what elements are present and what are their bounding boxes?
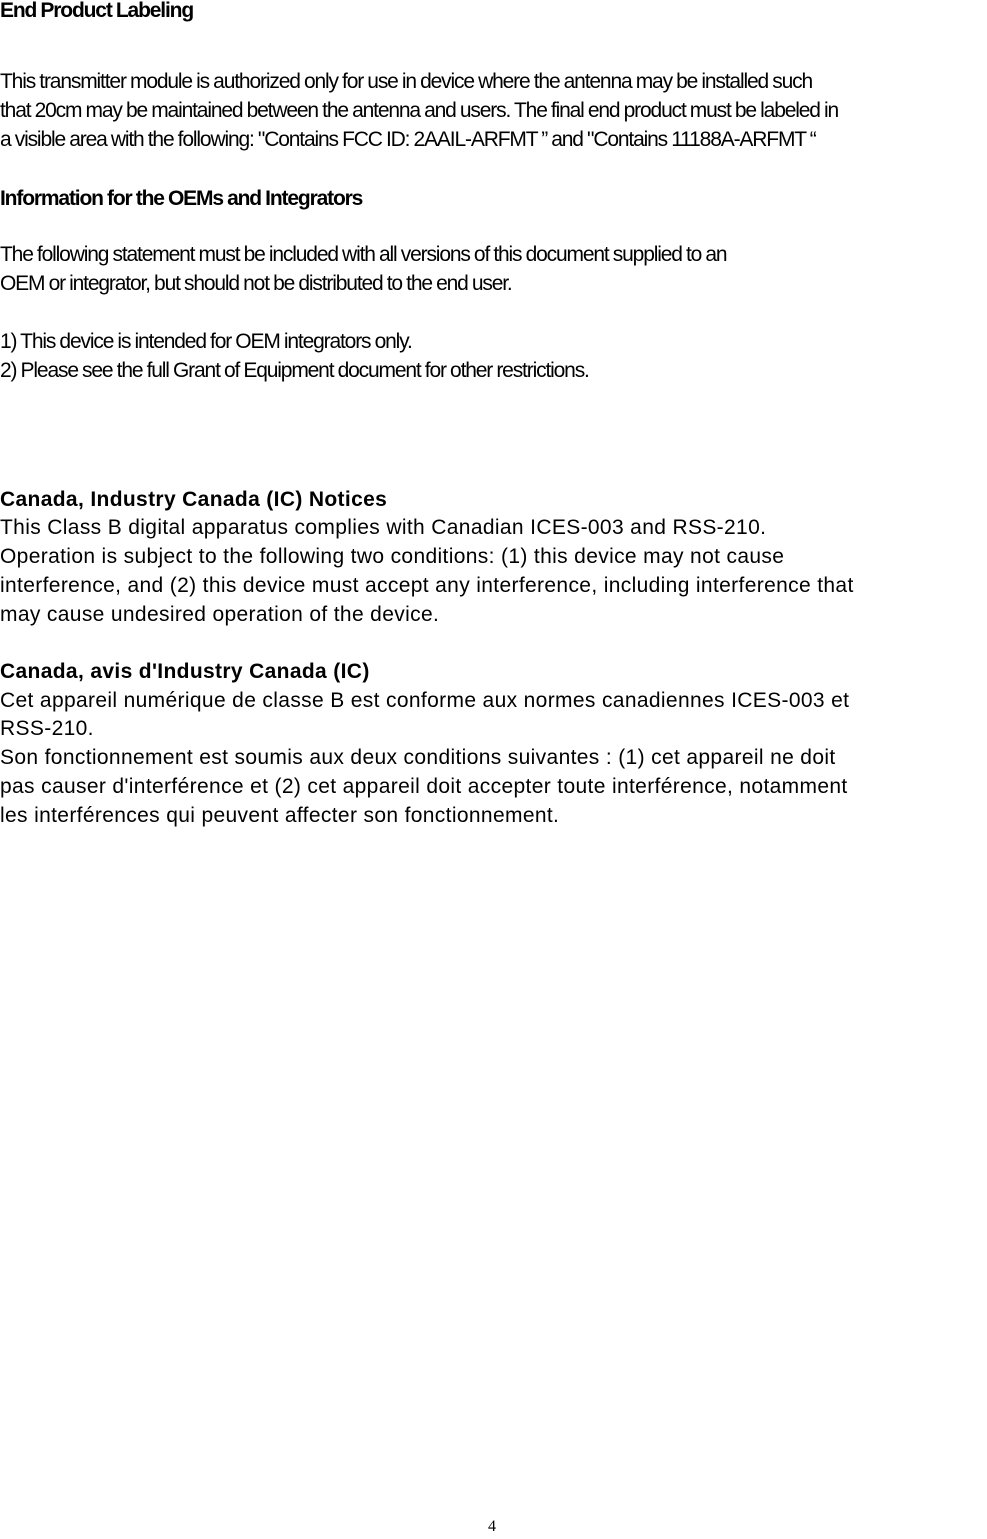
ic-avis-line-2: RSS-210. xyxy=(0,717,94,740)
ic-avis-line-1: Cet appareil numérique de classe B est conforme aux normes canadiennes ICES-003 et xyxy=(0,689,850,712)
oem-item-2: 2) Please see the full Grant of Equipment document for other restrictions. xyxy=(0,359,589,382)
ic-notices-line-1: This Class B digital apparatus complies with Canadian ICES-003 and RSS-210. xyxy=(0,516,767,539)
oem-info-heading: Information for the OEMs and Integrators xyxy=(0,187,363,210)
ic-avis-heading: Canada, avis d'Industry Canada (IC) xyxy=(0,660,370,683)
end-product-labeling-line-2: that 20cm may be maintained between the antenna and users. The final end product must be labeled in xyxy=(0,99,839,122)
ic-notices-heading: Canada, Industry Canada (IC) Notices xyxy=(0,488,388,511)
oem-statement-line-2: OEM or integrator, but should not be distributed to the end user. xyxy=(0,272,512,295)
end-product-labeling-line-1: This transmitter module is authorized only for use in device where the antenna may be installed such xyxy=(0,70,812,93)
end-product-labeling-heading: End Product Labeling xyxy=(0,0,194,22)
end-product-labeling-line-3: a visible area with the following: "Contains FCC ID: 2AAIL-ARFMT ” and "Contains 11188A-ARFMT “ xyxy=(0,128,816,151)
ic-avis-line-4: pas causer d'interférence et (2) cet appareil doit accepter toute interférence, notamment xyxy=(0,775,848,798)
oem-item-1: 1) This device is intended for OEM integrators only. xyxy=(0,330,412,353)
ic-avis-line-5: les interférences qui peuvent affecter son fonctionnement. xyxy=(0,804,560,827)
ic-avis-line-3: Son fonctionnement est soumis aux deux conditions suivantes : (1) cet appareil ne doit xyxy=(0,746,836,769)
ic-notices-line-2: Operation is subject to the following two conditions: (1) this device may not cause xyxy=(0,545,785,568)
ic-notices-line-3: interference, and (2) this device must accept any interference, including interference that xyxy=(0,574,854,597)
ic-notices-line-4: may cause undesired operation of the device. xyxy=(0,603,440,626)
page-number: 4 xyxy=(488,1518,496,1535)
oem-statement-line-1: The following statement must be included with all versions of this document supplied to an xyxy=(0,243,727,266)
